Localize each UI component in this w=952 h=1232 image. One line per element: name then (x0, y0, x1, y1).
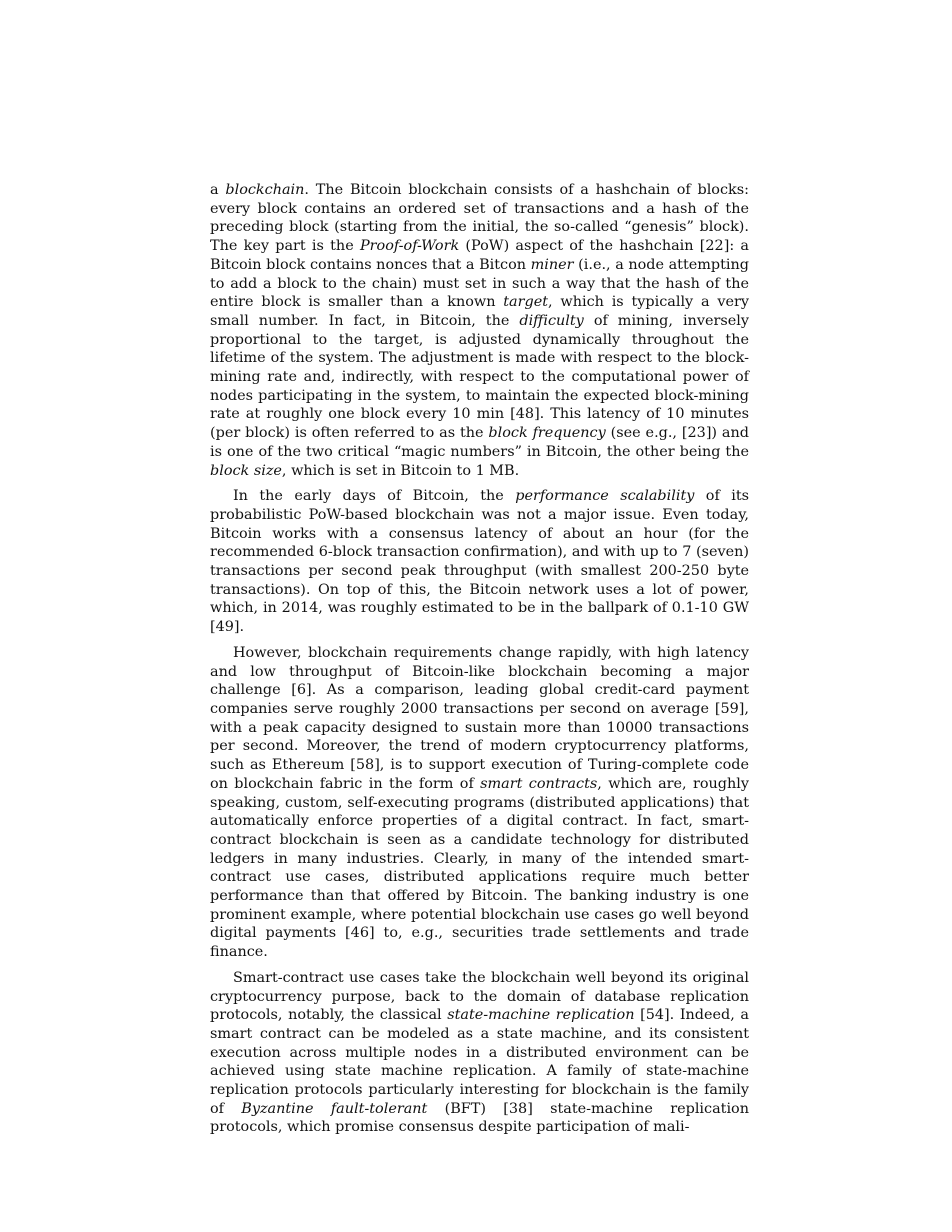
text-run: (PoW) aspect of the hashchain [22]: a Bitcoin block contains nonces that a Bitcon (210, 238, 749, 273)
text-run: , which is typically a very small number. In fact, in Bitcoin, the (210, 294, 749, 329)
paragraph-2 (210, 487, 749, 637)
text-run: a (210, 182, 226, 198)
emphasized-term: Byzantine fault-tolerant (241, 1100, 428, 1117)
text-run: , which is set in Bitcoin to 1 MB. (281, 462, 520, 479)
emphasized-term: performance scalability (515, 488, 695, 505)
text-run: [54]. Indeed, a smart contract can be modeled as a state machine, and its consistent execution across multiple nodes in a distributed environment can be achieved using state machine replication. A family of state-machine replication protocols particularly interesting for blockchain is the family of (210, 1007, 749, 1117)
text-run: (BFT) [38] state-machine replication protocols, which promise consensus despite participation of mali- (210, 1100, 749, 1136)
text-column (210, 181, 749, 1144)
emphasized-term: Proof-of-Work (359, 238, 460, 255)
paragraph-4 (210, 969, 749, 1137)
text-run: . The Bitcoin blockchain consists of a hashchain of blocks: every block contains an ordered set of transactions and a hash of the preceding block (starting from the initial, the so-called “genesis” block). The key part is the (210, 182, 749, 255)
text-run: However, blockchain requirements change rapidly, with high latency and low throughput of Bitcoin-like blockchain becoming a major challenge [6]. As a comparison, leading global credit-card payment companies serve roughly 2000 transactions per second on average [59], with a peak capacity designed to sustain more than 10000 transactions per second. Moreover, the trend of modern cryptocurrency platforms, such as Ethereum [58], is to support execution of Turing-complete code on blockchain fabric in the form of (210, 644, 749, 792)
text-run: of its probabilistic PoW-based blockchain was not a major issue. Even today, Bitcoin works with a consensus latency of about an hour (for the recommended 6-block transaction confirmation), and with up to 7 (seven) transactions per second peak throughput (with smallest 200-250 byte transactions). On top of this, the Bitcoin network uses a lot of power, which, in 2014, was roughly estimated to be in the ballpark of 0.1-10 GW [49]. (210, 488, 749, 636)
emphasized-term: blockchain (225, 182, 305, 198)
text-run: In the early days of Bitcoin, the (233, 488, 516, 505)
emphasized-term: target (503, 294, 549, 311)
text-run: , which are, roughly speaking, custom, self-executing programs (distributed applications) that automatically enforce properties of a digital contract. In fact, smart-contract blockchain is seen as a candidate technology for distributed ledgers in many industries. Clearly, in many of the intended smart-contract use cases, distributed applications require much better performance than that offered by Bitcoin. The banking industry is one prominent example, where potential blockchain use cases go well beyond digital payments [46] to, e.g., securities trade settlements and trade finance. (210, 775, 750, 961)
emphasized-term: block size (210, 462, 282, 479)
emphasized-term: smart contracts (480, 775, 598, 792)
text-run: (see e.g., [23]) and is one of the two critical “magic numbers” in Bitcoin, the other being the (210, 425, 749, 460)
emphasized-term: miner (530, 256, 574, 273)
emphasized-term: state-machine replication (447, 1007, 635, 1024)
paragraph-1 (210, 181, 749, 480)
text-run: (i.e., a node attempting to add a block to the chain) must set in such a way that the hash of the entire block is smaller than a known (210, 256, 749, 311)
paragraph-3 (210, 644, 749, 962)
emphasized-term: difficulty (519, 312, 584, 329)
emphasized-term: block frequency (488, 425, 606, 442)
text-run: of mining, inversely proportional to the target, is adjusted dynamically throughout the lifetime of the system. The adjustment is made with respect to the block-mining rate and, indirectly, with respect to the computational power of nodes participating in the system, to maintain the expected block-mining rate at roughly one block every 10 min [48]. This latency of 10 minutes (per block) is often referred to as the (210, 312, 749, 442)
text-run: Smart-contract use cases take the blockchain well beyond its original cryptocurrency purpose, back to the domain of database replication protocols, notably, the classical (210, 969, 749, 1024)
